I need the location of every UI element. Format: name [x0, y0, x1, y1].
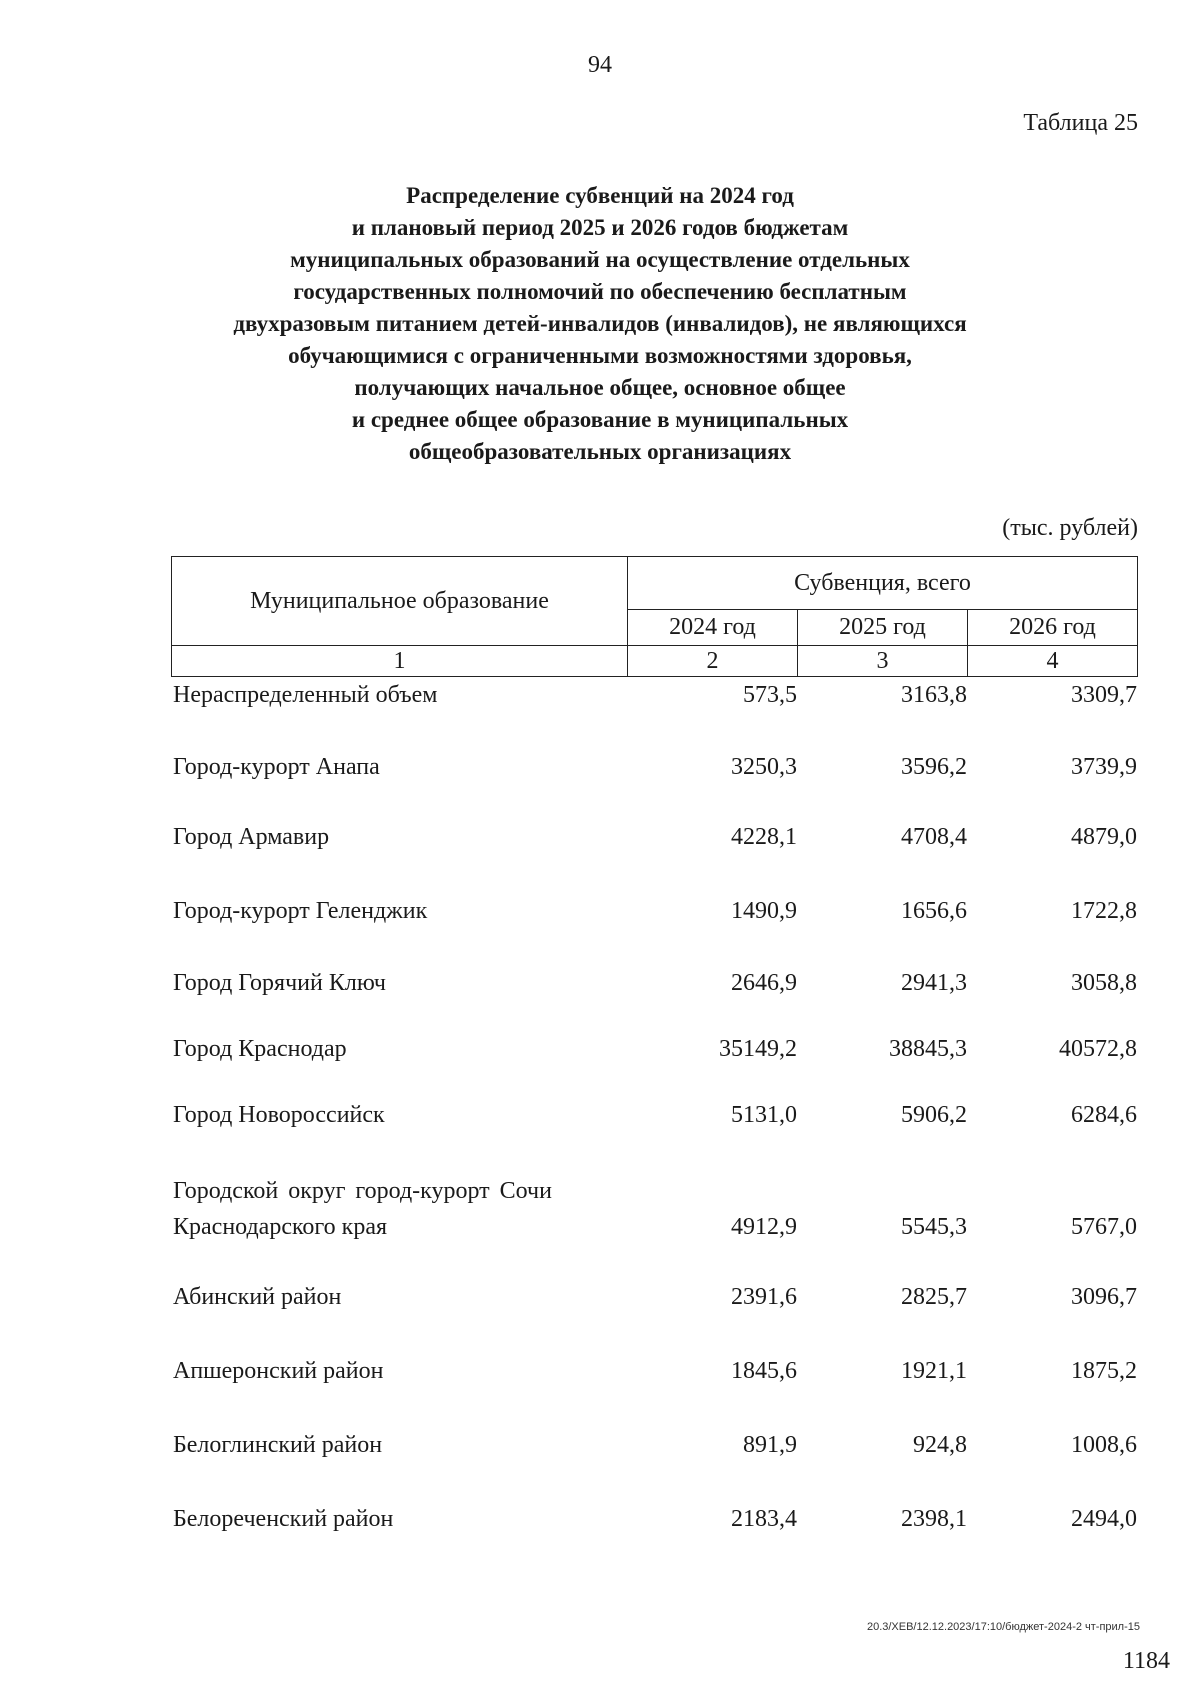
column-number: 3	[798, 646, 968, 677]
header-year-2025: 2025 год	[798, 609, 968, 645]
value-2026: 4879,0	[1071, 824, 1137, 850]
value-2026: 3058,8	[1071, 970, 1137, 996]
municipality-name: Белореченский район	[173, 1506, 394, 1532]
value-2025: 3163,8	[901, 682, 967, 708]
value-2025: 1921,1	[901, 1358, 967, 1384]
table-row	[171, 1178, 1138, 1244]
value-2024: 5131,0	[731, 1102, 797, 1128]
table-row	[171, 1280, 1138, 1314]
table-header	[171, 556, 1138, 677]
value-2026: 5767,0	[1071, 1214, 1137, 1240]
value-2024: 2391,6	[731, 1284, 797, 1310]
value-2024: 2646,9	[731, 970, 797, 996]
table-row	[171, 820, 1138, 854]
municipality-name: Нераспределенный объем	[173, 682, 438, 708]
value-2025: 924,8	[913, 1432, 967, 1458]
value-2026: 3096,7	[1071, 1284, 1137, 1310]
municipality-name: Город-курорт Анапа	[173, 754, 380, 780]
municipality-name: Абинский район	[173, 1284, 342, 1310]
value-2025: 3596,2	[901, 754, 967, 780]
table-row	[171, 966, 1138, 1000]
municipality-name: Город Горячий Ключ	[173, 970, 386, 996]
municipality-name: Апшеронский район	[173, 1358, 384, 1384]
table-row	[171, 1098, 1138, 1132]
title-line: общеобразовательных организациях	[408, 439, 792, 464]
title-line: и среднее общее образование в муниципальных	[351, 407, 849, 432]
value-2024: 1490,9	[731, 898, 797, 924]
title-line: получающих начальное общее, основное общее	[354, 375, 846, 400]
value-2026: 1722,8	[1071, 898, 1137, 924]
value-2026: 3739,9	[1071, 754, 1137, 780]
table-row	[171, 678, 1138, 712]
municipality-name: Город Новороссийск	[173, 1102, 385, 1128]
table-row	[171, 894, 1138, 928]
value-2026: 1875,2	[1071, 1358, 1137, 1384]
municipality-name-line1: Городской округ город-курорт Сочи	[173, 1178, 552, 1204]
value-2025: 38845,3	[889, 1036, 967, 1062]
table-label: Таблица 25	[1023, 110, 1138, 136]
municipality-name: Город Армавир	[173, 824, 330, 850]
value-2026: 2494,0	[1071, 1506, 1137, 1532]
value-2024: 4228,1	[731, 824, 797, 850]
value-2025: 5906,2	[901, 1102, 967, 1128]
table-row	[171, 1502, 1138, 1536]
value-2025: 2825,7	[901, 1284, 967, 1310]
title-line: муниципальных образований на осуществление отдельных	[290, 247, 910, 272]
footer-page-number: 1184	[1122, 1648, 1170, 1674]
title-line: двухразовым питанием детей-инвалидов (инвалидов), не являющихся	[233, 311, 967, 336]
value-2024: 4912,9	[731, 1214, 797, 1240]
units-label: (тыс. рублей)	[1002, 515, 1138, 541]
title-line: Распределение субвенций на 2024 год	[406, 183, 794, 208]
page-number: 94	[588, 52, 612, 78]
title-line: и плановый период 2025 и 2026 годов бюджетам	[351, 215, 849, 240]
value-2025: 4708,4	[901, 824, 967, 850]
header-year-2024: 2024 год	[628, 609, 798, 645]
document-title	[110, 180, 1090, 468]
header-year-2026: 2026 год	[968, 609, 1138, 645]
column-number: 4	[968, 646, 1138, 677]
column-number: 1	[172, 646, 628, 677]
value-2025: 1656,6	[901, 898, 967, 924]
value-2024: 35149,2	[719, 1036, 797, 1062]
value-2024: 2183,4	[731, 1506, 797, 1532]
value-2024: 891,9	[743, 1432, 797, 1458]
table-row	[171, 1354, 1138, 1388]
title-line: государственных полномочий по обеспечению бесплатным	[293, 279, 907, 304]
value-2024: 3250,3	[731, 754, 797, 780]
municipality-name: Город Краснодар	[173, 1036, 347, 1062]
value-2025: 2941,3	[901, 970, 967, 996]
header-subvention-total: Субвенция, всего	[628, 557, 1138, 610]
value-2026: 6284,6	[1071, 1102, 1137, 1128]
value-2026: 1008,6	[1071, 1432, 1137, 1458]
footer-document-code: 20.3/ХЕВ/12.12.2023/17:10/бюджет-2024-2 чт-прил-15	[866, 1621, 1140, 1633]
municipality-name: Город-курорт Геленджик	[173, 898, 428, 924]
header-municipality: Муниципальное образование	[172, 557, 628, 646]
value-2025: 2398,1	[901, 1506, 967, 1532]
municipality-name: Краснодарского края	[173, 1214, 388, 1240]
value-2026: 40572,8	[1059, 1036, 1137, 1062]
municipality-name: Белоглинский район	[173, 1432, 383, 1458]
table-row	[171, 750, 1138, 784]
value-2024: 1845,6	[731, 1358, 797, 1384]
value-2024: 573,5	[743, 682, 797, 708]
title-line: обучающимися с ограниченными возможностями здоровья,	[288, 343, 912, 368]
column-number: 2	[628, 646, 798, 677]
table-row	[171, 1032, 1138, 1066]
table-row	[171, 1428, 1138, 1462]
value-2026: 3309,7	[1071, 682, 1137, 708]
value-2025: 5545,3	[901, 1214, 967, 1240]
